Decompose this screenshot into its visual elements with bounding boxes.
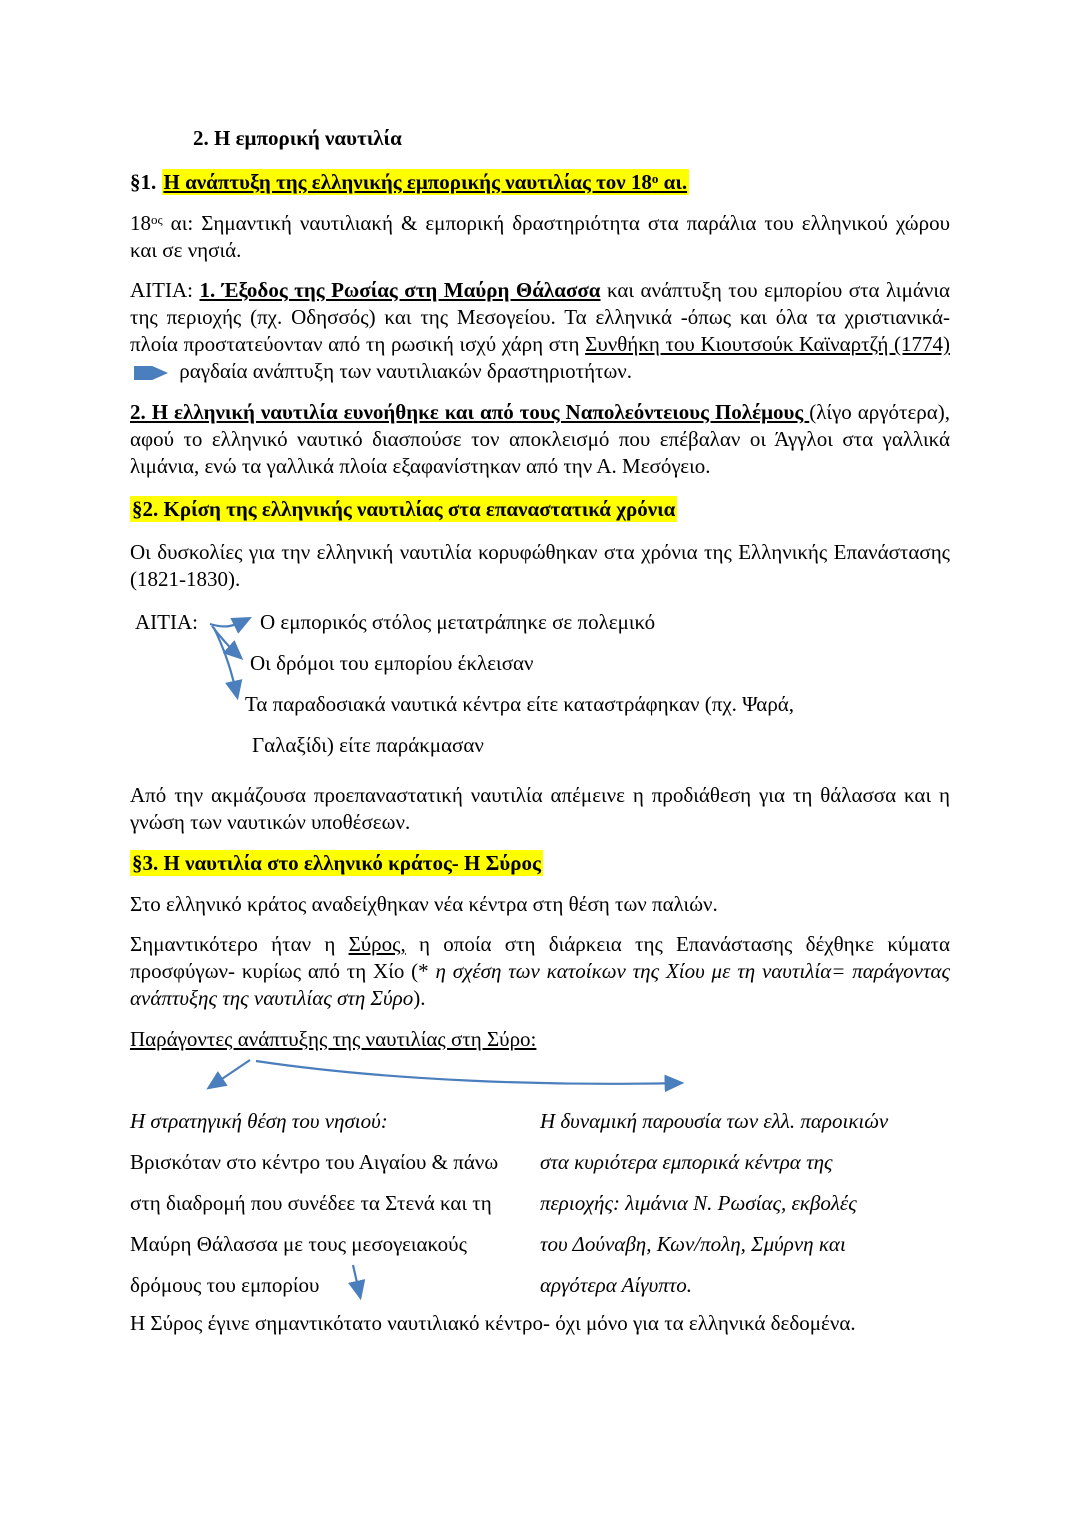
factor-diaspora-line: στα κυριότερα εμπορικά κέντρα της (540, 1150, 833, 1174)
intro-text: αι: Σημαντική ναυτιλιακή & εμπορική δραστηριότητα στα παράλια του ελληνικού χώρου και σε νησιά. (130, 211, 950, 262)
section3-heading (130, 850, 950, 877)
factor-diaspora-line: αργότερα Αίγυπτο. (540, 1273, 693, 1297)
superscript-o: ο (651, 171, 659, 186)
syros-close: ). (413, 986, 426, 1010)
treaty-reference: Συνθήκη του Κιουτσούκ Καϊναρτζή (1774) (585, 332, 950, 356)
syros-note: η σχέση των κατοίκων της Χίου με τη ναυτιλία= παράγοντας ανάπτυξης της ναυτιλίας στη Σύρο (130, 959, 951, 1010)
cause-item: Τα παραδοσιακά ναυτικά κέντρα είτε καταστράφηκαν (πχ. Ψαρά, (245, 692, 795, 716)
syros-intro: Σημαντικότερο ήταν η (130, 932, 349, 956)
cause-item: Ο εμπορικός στόλος μετατράπηκε σε πολεμικό (260, 610, 656, 634)
arrow-right-icon (134, 366, 170, 380)
section2-heading (130, 496, 950, 523)
factors-columns (130, 1101, 950, 1306)
cause1-label: ΑΙΤΙΑ: (130, 278, 200, 302)
section3-heading-text: §3. Η ναυτιλία στο ελληνικό κράτος- Η Σύρος (132, 851, 541, 875)
factor-location-line: Μαύρη Θάλασσα με τους μεσογειακούς (130, 1232, 467, 1256)
conclusion-paragraph: Η Σύρος έγινε σημαντικότατο ναυτιλιακό κέντρο- όχι μόνο για τα ελληνικά δεδομένα. (130, 1311, 856, 1335)
factors-branch-arrows-icon (130, 1057, 950, 1101)
down-arrow-icon (348, 1262, 372, 1304)
section3-p2 (130, 931, 950, 1012)
factor-location-line: στη διαδρομή που συνέδεε τα Στενά και τη (130, 1191, 492, 1215)
syros-name: Σύρος, (348, 932, 406, 956)
factors-heading (130, 1026, 950, 1053)
crisis-causes-diagram (130, 609, 950, 774)
cause2-title: 2. Η ελληνική ναυτιλία ευνοήθηκε και από τους Ναπολεόντειους Πολέμους (130, 400, 810, 424)
cause1-result: ραγδαία ανάπτυξη των ναυτιλιακών δραστηριοτήτων. (174, 359, 633, 383)
factors-branch (130, 1057, 950, 1101)
cause-item: Γαλαξίδι) είτε παράκμασαν (252, 733, 484, 757)
cause2-body: (λίγο αργότερα), αφού το ελληνικό ναυτικό διασπούσε τον αποκλεισμό που επέβαλαν οι Άγγλοι στα γαλλικά λιμάνια, ενώ τα γαλλικά πλοία εξαφανίστηκαν από την Α. Μεσόγειο. (130, 400, 950, 478)
factor-location-line: Βρισκόταν στο κέντρο του Αιγαίου & πάνω (130, 1150, 499, 1174)
factor-diaspora-heading: Η δυναμική παρουσία των ελλ. παροικιών (540, 1109, 889, 1133)
cause2-paragraph (130, 399, 950, 480)
intro-century: 18 (130, 211, 151, 235)
section1-heading-tail: αι. (658, 170, 688, 194)
document-content (130, 125, 950, 1350)
superscript-os: ος (151, 212, 163, 227)
section1-number: §1. (130, 170, 162, 194)
factor-diaspora-line: του Δούναβη, Κων/πολη, Σμύρνη και (540, 1232, 846, 1256)
section3-p1: Στο ελληνικό κράτος αναδείχθηκαν νέα κέντρα στη θέση των παλιών. (130, 892, 718, 916)
factor-location-column (130, 1101, 540, 1306)
page-title: 2. Η εμπορική ναυτιλία (193, 126, 402, 150)
section2-outcome: Από την ακμάζουσα προεπαναστατική ναυτιλία απέμεινε η προδιάθεση για τη θάλασσα και η γνώση των ναυτικών υποθέσεων. (130, 783, 950, 834)
cause1-body: και ανάπτυξη του εμπορίου στα λιμάνια της περιοχής (πχ. Οδησσός) και της Μεσογείου. Τα ελληνικά -όπως και όλα τα χριστιανικά- πλοία προστατεύονταν από τη ρωσική ισχύ χάρη στη (130, 278, 950, 356)
syros-body: η οποία στη διάρκεια της Επανάστασης δέχθηκε κύματα προσφύγων- κυρίως από τη Χίο (* (130, 932, 950, 983)
intro-paragraph (130, 210, 950, 264)
factors-heading-text: Παράγοντες ανάπτυξης της ναυτιλίας στη Σύρο: (130, 1027, 537, 1051)
cause1-title: 1. Έξοδος της Ρωσίας στη Μαύρη Θάλασσα (199, 278, 601, 302)
factor-diaspora-column (540, 1101, 950, 1306)
causes-label: ΑΙΤΙΑ: (135, 610, 198, 634)
section1-heading (130, 169, 950, 196)
section1-heading-highlight (162, 169, 690, 195)
section2-heading-text: §2. Κρίση της ελληνικής ναυτιλίας στα επαναστατικά χρόνια (132, 497, 676, 521)
cause1-paragraph (130, 277, 950, 385)
factor-location-line: δρόμους του εμπορίου (130, 1273, 320, 1297)
factor-diaspora-line: περιοχής: λιμάνια Ν. Ρωσίας, εκβολές (540, 1191, 857, 1215)
section2-intro: Οι δυσκολίες για την ελληνική ναυτιλία κορυφώθηκαν στα χρόνια της Ελληνικής Επανάστασης (1821-1830). (130, 540, 950, 591)
section1-heading-text: Η ανάπτυξη της ελληνικής εμπορικής ναυτιλίας τον 18 (163, 170, 652, 194)
cause-item: Οι δρόμοι του εμπορίου έκλεισαν (250, 651, 534, 675)
factor-location-heading: Η στρατηγική θέση του νησιού: (130, 1109, 388, 1133)
